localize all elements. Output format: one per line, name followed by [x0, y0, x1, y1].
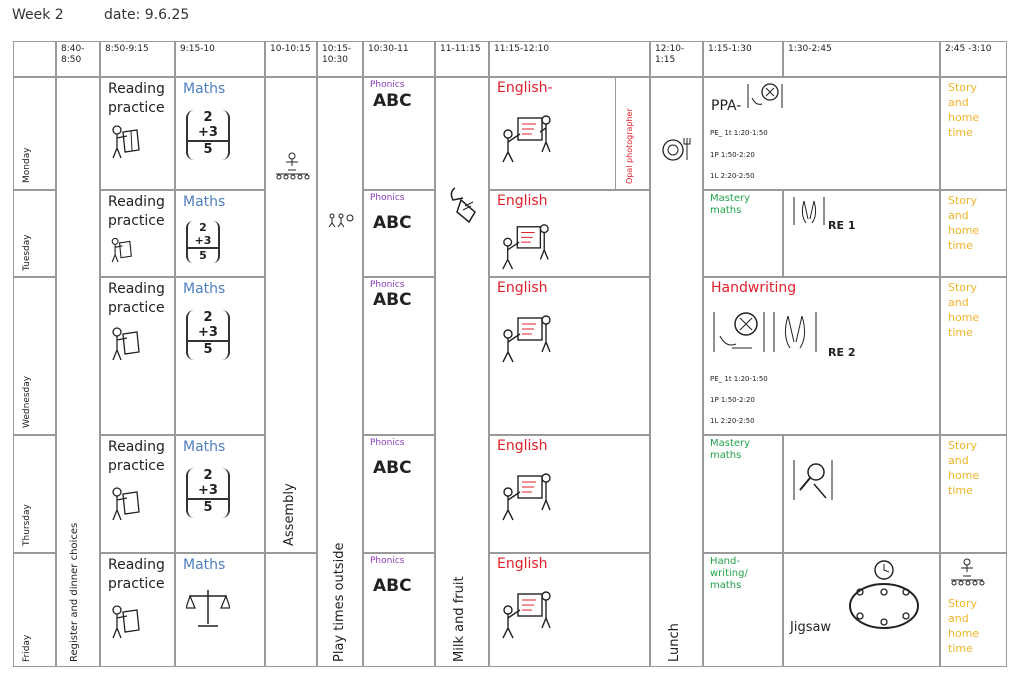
reading-icon: [109, 486, 141, 524]
time-header: 12:10-1:15: [650, 41, 703, 77]
praying-hands-icon: [792, 195, 826, 229]
assembly-icon: [274, 152, 310, 182]
english-thu: English: [489, 435, 650, 553]
register-column: Register and dinner choices: [56, 77, 100, 667]
science-thu: [783, 435, 940, 553]
lunch-icon: [661, 134, 693, 162]
magnifier-icon: [792, 456, 834, 504]
english-fri: English: [489, 553, 650, 667]
day-thursday: Thursday: [13, 435, 56, 553]
reading-icon: [109, 326, 141, 364]
maths-wed: Maths 2 +3 5: [175, 277, 265, 435]
re1-tue: RE 1: [783, 190, 940, 277]
mastery-tue: Mastery maths: [703, 190, 783, 277]
reading-thu: Reading practice: [100, 435, 175, 553]
play-icon: [328, 212, 354, 228]
lunch-column: Lunch: [650, 77, 703, 667]
milk-icon: [445, 182, 481, 226]
day-friday: Friday: [13, 553, 56, 667]
phonics-thu: Phonics ABC: [363, 435, 435, 553]
reading-icon: [109, 604, 141, 642]
time-header: 1:15-1:30: [703, 41, 783, 77]
play-column: Play times outside: [317, 77, 363, 667]
english-icon: [500, 470, 552, 522]
handwriting-maths-fri: Hand- writing/ maths: [703, 553, 783, 667]
praying-hands-icon: [772, 308, 818, 356]
time-header: 8:50-9:15: [100, 41, 175, 77]
time-header: 2:45 -3:10: [940, 41, 1007, 77]
time-header: 10:30-11: [363, 41, 435, 77]
sum-icon: 2 +3 5: [186, 221, 220, 263]
english-icon: [500, 312, 552, 364]
english-tue: English: [489, 190, 650, 277]
time-header: 10-10:15: [265, 41, 317, 77]
mastery-thu: Mastery maths: [703, 435, 783, 553]
maths-mon: Maths 2 +3 5: [175, 77, 265, 190]
phonics-tue: Phonics ABC: [363, 190, 435, 277]
day-monday: Monday: [13, 77, 56, 190]
sum-icon: 2 +3 5: [186, 468, 230, 518]
pe-icon: [712, 308, 766, 356]
phonics-mon: Phonics ABC: [363, 77, 435, 190]
phonics-fri: Phonics ABC: [363, 553, 435, 667]
reading-tue: Reading practice: [100, 190, 175, 277]
reading-mon: Reading practice: [100, 77, 175, 190]
english-icon: [500, 112, 552, 164]
opal-cell: Opal photographer: [615, 78, 650, 190]
time-header: 8:40-8:50: [56, 41, 100, 77]
story-mon: Story and home time: [940, 77, 1007, 190]
time-header: 11:15-12:10: [489, 41, 650, 77]
english-icon: [500, 221, 550, 271]
story-thu: Story and home time: [940, 435, 1007, 553]
time-header: 10:15-10:30: [317, 41, 363, 77]
sum-icon: 2 +3 5: [186, 110, 230, 160]
scales-icon: [186, 586, 230, 630]
story-fri: Story and home time: [940, 553, 1007, 667]
time-header: 11-11:15: [435, 41, 489, 77]
corner-cell: [13, 41, 56, 77]
week-label: Week 2: [12, 7, 64, 23]
day-tuesday: Tuesday: [13, 190, 56, 277]
maths-thu: Maths 2 +3 5: [175, 435, 265, 553]
assembly-icon: [949, 558, 985, 588]
day-wednesday: Wednesday: [13, 277, 56, 435]
timetable: [13, 41, 1007, 667]
pe-icon: [746, 80, 784, 112]
handwriting-wed: Handwriting RE 2 PE_ 1t 1:20-1:50 1P 1:50-2:20 1L 2:20-2:50: [703, 277, 940, 435]
english-wed: English: [489, 277, 650, 435]
jigsaw-fri: Jigsaw: [783, 553, 940, 667]
time-header: 9:15-10: [175, 41, 265, 77]
maths-tue: Maths 2 +3 5: [175, 190, 265, 277]
maths-fri: Maths: [175, 553, 265, 667]
circle-time-icon: [846, 558, 922, 632]
assembly-fri: [265, 553, 317, 667]
milk-column: Milk and fruit: [435, 77, 489, 667]
reading-fri: Reading practice: [100, 553, 175, 667]
english-icon: [500, 588, 552, 640]
sum-icon: 2 +3 5: [186, 310, 230, 360]
reading-icon: [109, 124, 141, 162]
ppa-mon: PPA- PE_ 1t 1:20-1:50 1P 1:50-2:20 1L 2:20-2:50: [703, 77, 940, 190]
reading-wed: Reading practice: [100, 277, 175, 435]
story-tue: Story and home time: [940, 190, 1007, 277]
story-wed: Story and home time: [940, 277, 1007, 435]
english-mon: English- Opal photographer: [489, 77, 650, 190]
time-header: 1:30-2:45: [783, 41, 940, 77]
phonics-wed: Phonics ABC: [363, 277, 435, 435]
date-label: date: 9.6.25: [104, 7, 190, 23]
reading-icon: [109, 237, 133, 265]
assembly-column: Assembly: [265, 77, 317, 553]
